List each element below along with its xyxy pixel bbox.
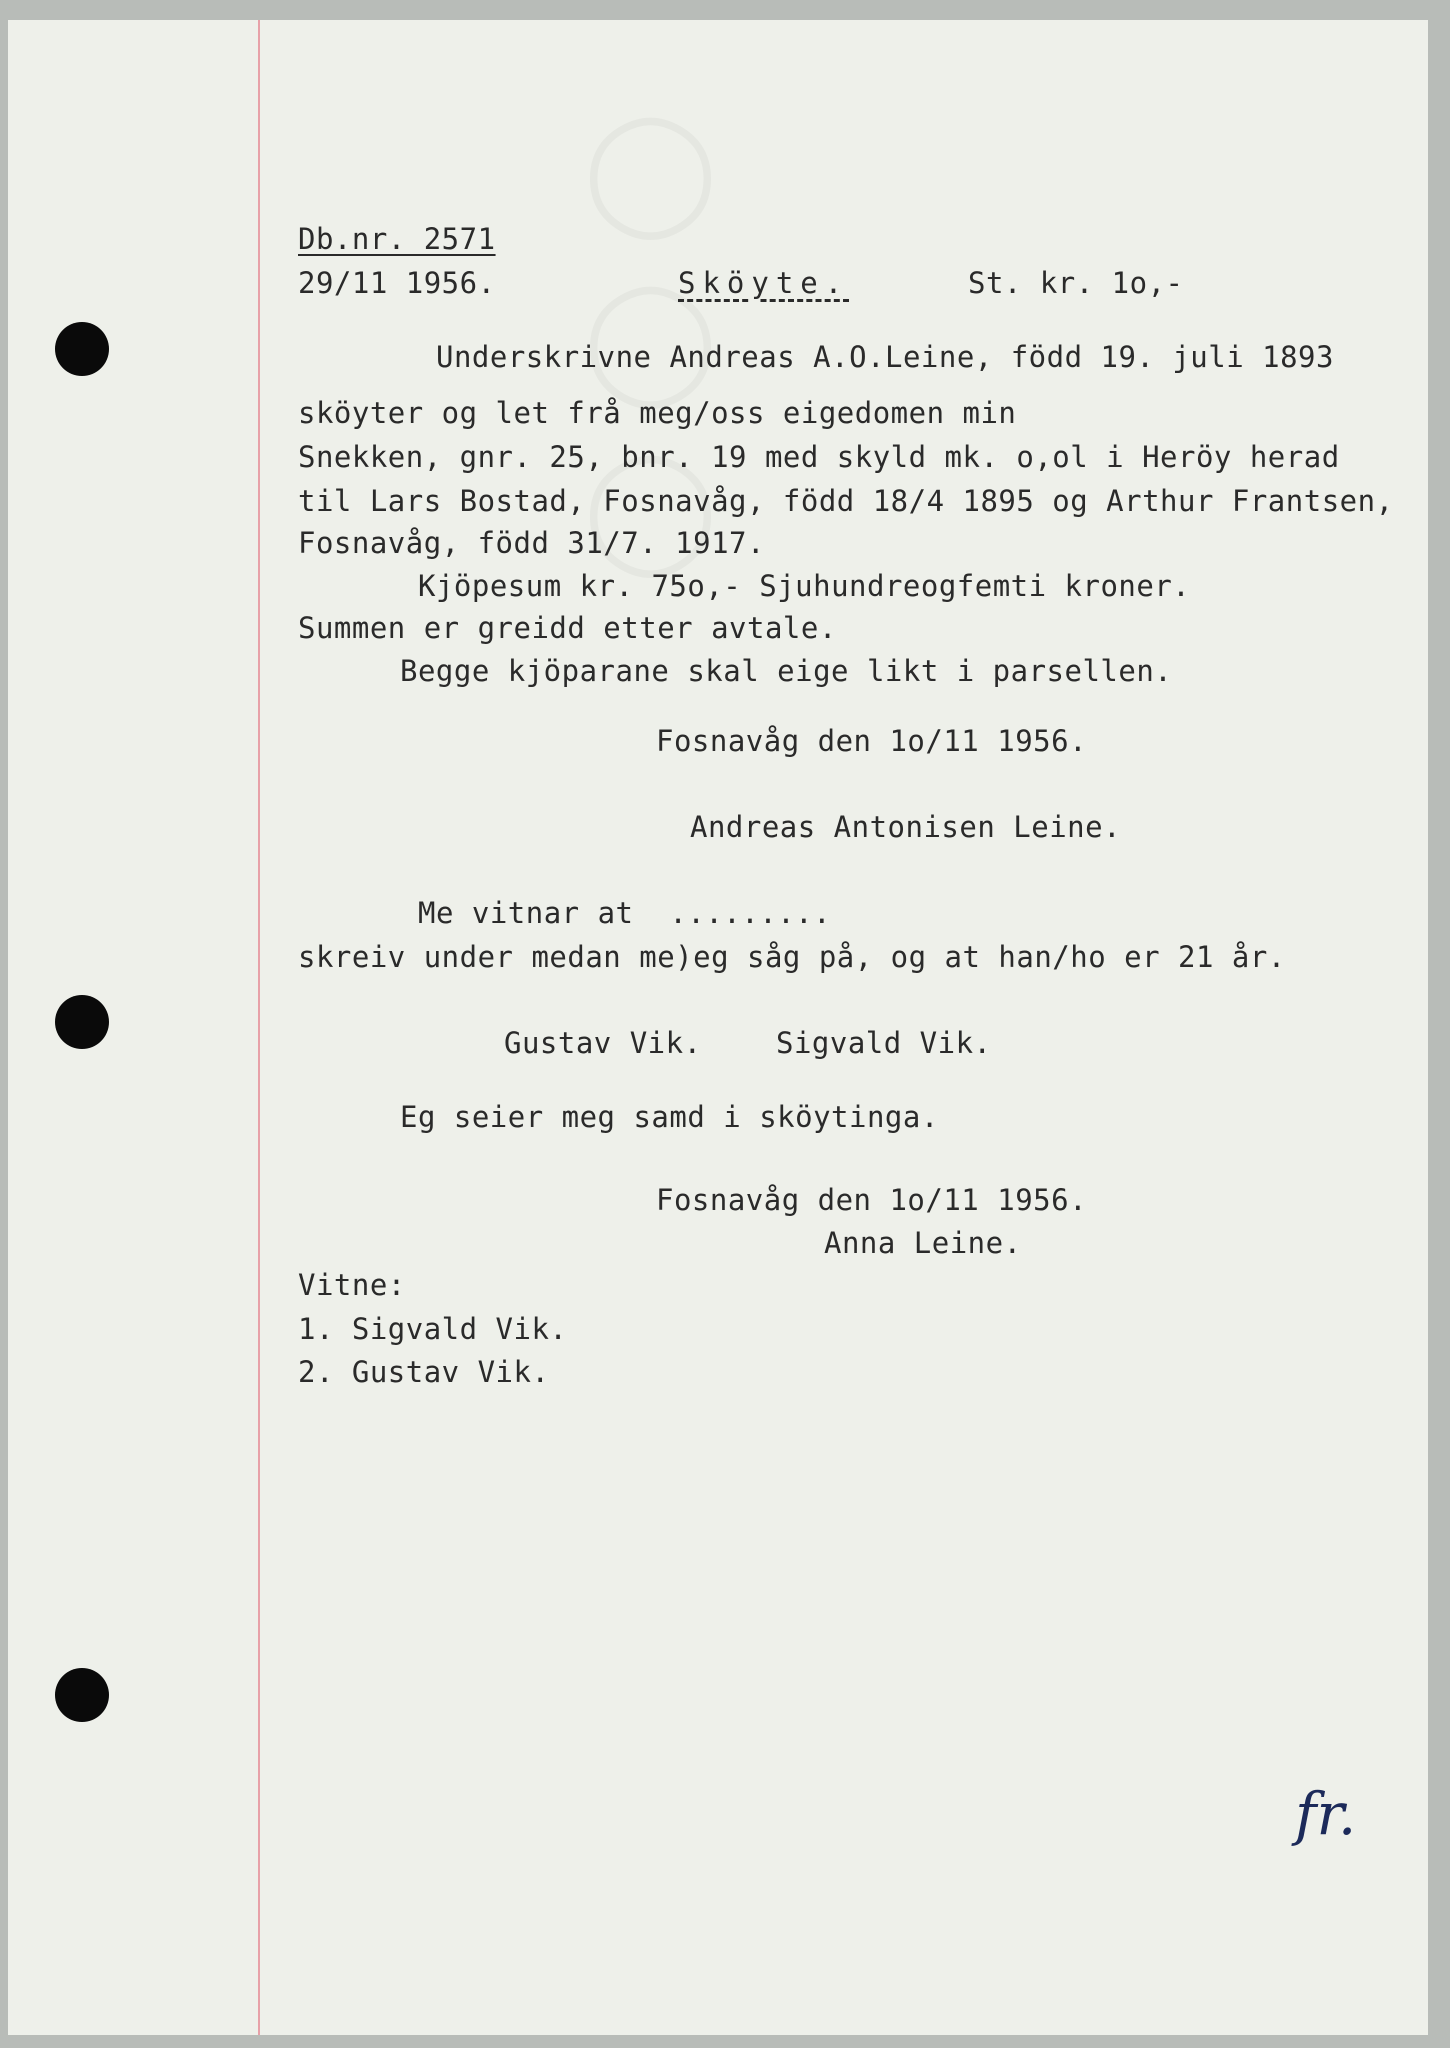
witness-name: Gustav Vik. — [504, 1026, 702, 1060]
punch-hole — [55, 1668, 109, 1722]
body-line: Underskrivne Andreas A.O.Leine, född 19. juli 1893 — [436, 340, 1334, 374]
body-line: Snekken, gnr. 25, bnr. 19 med skyld mk. o,ol i Heröy herad — [298, 440, 1340, 474]
body-line: Begge kjöparane skal eige likt i parsellen. — [400, 654, 1173, 688]
witness-list-item: 1. Sigvald Vik. — [298, 1312, 568, 1346]
punch-hole — [55, 322, 109, 376]
registration-date: 29/11 1956. — [298, 266, 496, 300]
body-line: Fosnavåg, född 31/7. 1917. — [298, 526, 765, 560]
witness-statement: Me vitnar at ......... — [418, 896, 832, 930]
witness-list-item: 2. Gustav Vik. — [298, 1355, 550, 1389]
place-date: Fosnavåg den 1o/11 1956. — [656, 1183, 1088, 1217]
document-number: Db.nr. 2571 — [298, 222, 496, 256]
spouse-signature: Anna Leine. — [824, 1226, 1022, 1260]
seller-signature: Andreas Antonisen Leine. — [690, 810, 1122, 844]
consent-statement: Eg seier meg samd i sköytinga. — [400, 1100, 939, 1134]
document-title: Sköyte. — [678, 266, 850, 300]
witness-label: Vitne: — [298, 1268, 406, 1302]
margin-line — [258, 20, 260, 2035]
body-line: Summen er greidd etter avtale. — [298, 611, 837, 645]
place-date: Fosnavåg den 1o/11 1956. — [656, 724, 1088, 758]
handwritten-initial: fr. — [1295, 1780, 1357, 1848]
witness-name: Sigvald Vik. — [776, 1026, 992, 1060]
body-line: sköyter og let frå meg/oss eigedomen min — [298, 396, 1017, 430]
punch-hole — [55, 995, 109, 1049]
stamp-duty: St. kr. 1o,- — [968, 266, 1184, 300]
body-line: til Lars Bostad, Fosnavåg, född 18/4 1895 og Arthur Frantsen, — [298, 484, 1394, 518]
body-line: Kjöpesum kr. 75o,- Sjuhundreogfemti kroner. — [418, 569, 1191, 603]
witness-statement: skreiv under medan me)eg såg på, og at han/ho er 21 år. — [298, 940, 1286, 974]
